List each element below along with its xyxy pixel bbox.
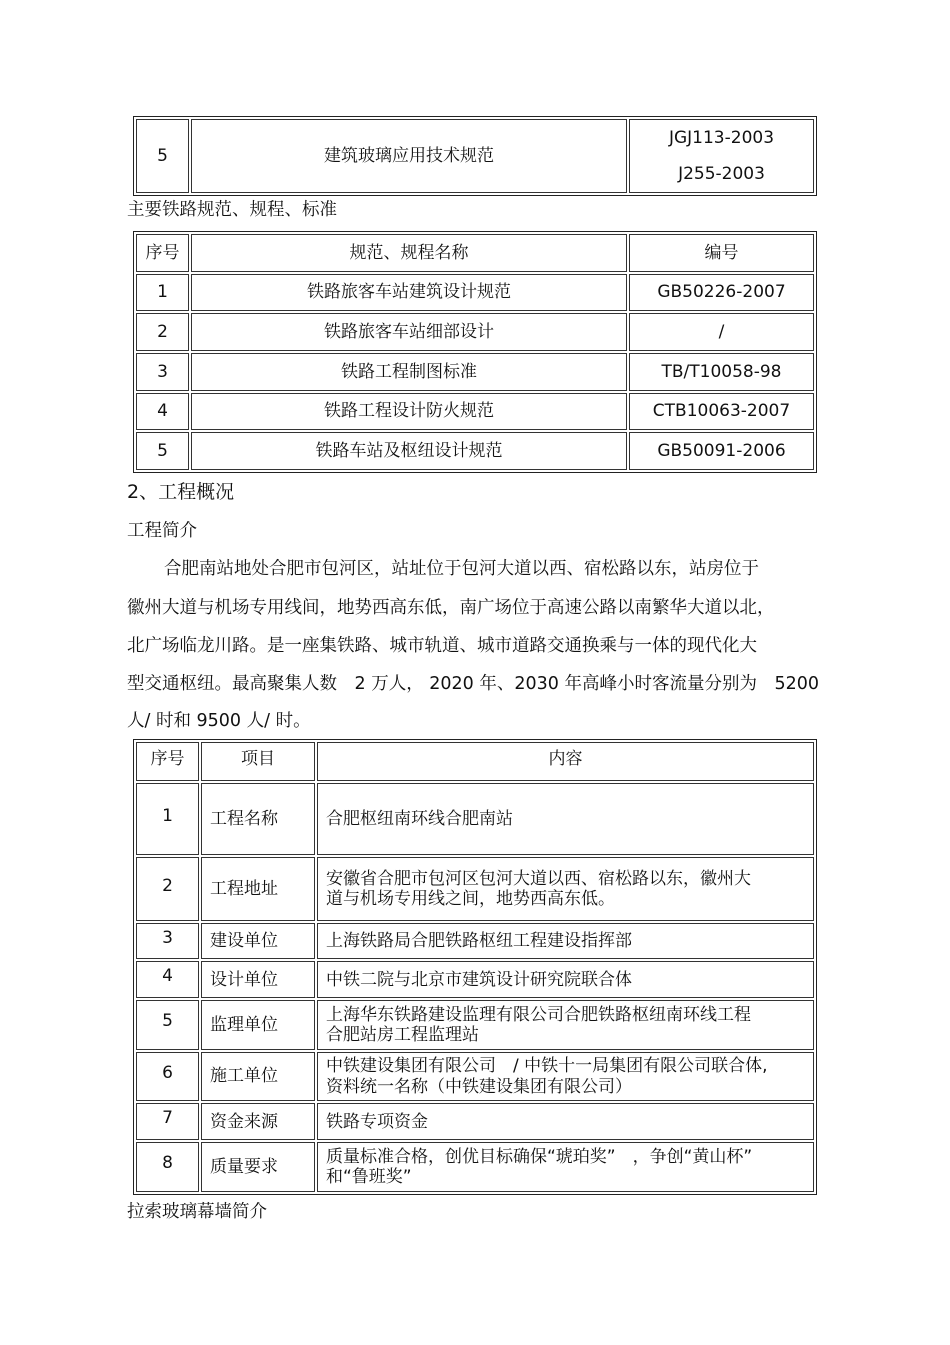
railway-standards-heading: 主要铁路规范、规程、标准 bbox=[127, 200, 337, 220]
standard-code: / bbox=[629, 313, 814, 351]
row-content-line: 中铁建设集团有限公司 / 中铁十一局集团有限公司联合体, bbox=[326, 1056, 768, 1077]
intro-paragraph-line: 徽州大道与机场专用线间，地势西高东低，南广场位于高速公路以南繁华大道以北， bbox=[127, 598, 775, 618]
header-code: 编号 bbox=[629, 234, 814, 272]
table-row bbox=[136, 432, 814, 470]
standard-code: GB50226-2007 bbox=[629, 274, 814, 312]
table-row bbox=[136, 274, 814, 312]
row-number: 2 bbox=[136, 857, 199, 921]
table-row bbox=[136, 393, 814, 431]
project-overview-table bbox=[133, 739, 817, 1195]
row-number: 6 bbox=[136, 1052, 199, 1101]
row-item: 资金来源 bbox=[201, 1103, 315, 1140]
table-header-row bbox=[136, 742, 814, 781]
row-item: 工程名称 bbox=[201, 783, 315, 855]
row-number: 3 bbox=[136, 353, 189, 391]
standard-code: GB50091-2006 bbox=[629, 432, 814, 470]
table-row bbox=[136, 857, 814, 921]
standard-code-line: J255-2003 bbox=[678, 164, 765, 184]
intro-paragraph-line: 北广场临龙川路。是一座集铁路、城市轨道、城市道路交通换乘与一体的现代化大 bbox=[127, 636, 757, 656]
table-row bbox=[136, 1052, 814, 1101]
header-content: 内容 bbox=[317, 742, 814, 781]
standard-code: TB/T10058-98 bbox=[629, 353, 814, 391]
row-content-line: 道与机场专用线之间，地势西高东低。 bbox=[326, 889, 615, 910]
table-row bbox=[136, 353, 814, 391]
row-number: 5 bbox=[136, 1000, 199, 1049]
row-item: 设计单位 bbox=[201, 961, 315, 998]
section-heading: 2、工程概况 bbox=[127, 481, 235, 503]
table-row bbox=[136, 1103, 814, 1140]
table-row bbox=[136, 313, 814, 351]
row-content-line: 安徽省合肥市包河区包河大道以西、宿松路以东，徽州大 bbox=[326, 868, 751, 889]
row-content-line: 合肥枢纽南环线合肥南站 bbox=[326, 809, 513, 830]
row-content-line: 质量标准合格，创优目标确保“琥珀奖” ，争创“黄山杯” bbox=[326, 1146, 753, 1167]
intro-paragraph-line: 人/ 时和 9500 人/ 时。 bbox=[127, 711, 311, 731]
row-content-line: 上海华东铁路建设监理有限公司合肥铁路枢纽南环线工程 bbox=[326, 1004, 751, 1025]
header-number: 序号 bbox=[136, 234, 189, 272]
standard-code-line: JGJ113-2003 bbox=[668, 128, 775, 148]
table-row bbox=[136, 783, 814, 855]
row-content bbox=[317, 1052, 814, 1101]
row-number: 2 bbox=[136, 313, 189, 351]
table-row bbox=[136, 119, 814, 193]
table-row bbox=[136, 961, 814, 998]
row-number: 4 bbox=[136, 961, 199, 998]
row-content: 中铁二院与北京市建筑设计研究院联合体 bbox=[317, 961, 814, 998]
intro-paragraph-line: 型交通枢纽。最高聚集人数 2 万人， 2020 年、2030 年高峰小时客流量分别为 5200 bbox=[127, 674, 819, 694]
intro-paragraph-line: 合肥南站地处合肥市包河区，站址位于包河大道以西、宿松路以东，站房位于 bbox=[164, 559, 759, 579]
row-content: 铁路专项资金 bbox=[317, 1103, 814, 1140]
standard-name: 铁路工程设计防火规范 bbox=[191, 393, 627, 431]
header-item: 项目 bbox=[201, 742, 315, 781]
standards-table-continued bbox=[133, 116, 817, 196]
row-number: 4 bbox=[136, 393, 189, 431]
standard-code bbox=[629, 119, 814, 193]
table-row bbox=[136, 1000, 814, 1049]
table-header-row bbox=[136, 234, 814, 272]
row-number: 5 bbox=[136, 119, 189, 193]
row-content bbox=[317, 783, 814, 855]
footer-heading: 拉索玻璃幕墙简介 bbox=[127, 1202, 267, 1222]
row-item: 质量要求 bbox=[201, 1142, 315, 1192]
row-number: 7 bbox=[136, 1103, 199, 1140]
standard-name: 铁路旅客车站建筑设计规范 bbox=[191, 274, 627, 312]
standard-name: 铁路车站及枢纽设计规范 bbox=[191, 432, 627, 470]
header-name: 规范、规程名称 bbox=[191, 234, 627, 272]
row-number: 3 bbox=[136, 923, 199, 959]
standard-code: CTB10063-2007 bbox=[629, 393, 814, 431]
row-content-line: 合肥站房工程监理站 bbox=[326, 1025, 479, 1046]
table-row bbox=[136, 1142, 814, 1192]
railway-standards-table bbox=[133, 231, 817, 473]
table-row bbox=[136, 923, 814, 959]
row-content bbox=[317, 1142, 814, 1192]
row-item: 建设单位 bbox=[201, 923, 315, 959]
standard-name: 铁路旅客车站细部设计 bbox=[191, 313, 627, 351]
standard-name: 建筑玻璃应用技术规范 bbox=[191, 119, 627, 193]
row-item: 工程地址 bbox=[201, 857, 315, 921]
row-number: 1 bbox=[136, 274, 189, 312]
intro-heading: 工程简介 bbox=[127, 521, 197, 541]
row-item: 施工单位 bbox=[201, 1052, 315, 1101]
row-content-line: 资料统一名称（中铁建设集团有限公司） bbox=[326, 1076, 632, 1097]
header-number: 序号 bbox=[136, 742, 199, 781]
row-content-line: 和“鲁班奖” bbox=[326, 1167, 412, 1188]
row-content: 上海铁路局合肥铁路枢纽工程建设指挥部 bbox=[317, 923, 814, 959]
row-number: 8 bbox=[136, 1142, 199, 1192]
row-content bbox=[317, 1000, 814, 1049]
row-content bbox=[317, 857, 814, 921]
row-number: 1 bbox=[136, 783, 199, 855]
row-item: 监理单位 bbox=[201, 1000, 315, 1049]
row-number: 5 bbox=[136, 432, 189, 470]
standard-name: 铁路工程制图标准 bbox=[191, 353, 627, 391]
